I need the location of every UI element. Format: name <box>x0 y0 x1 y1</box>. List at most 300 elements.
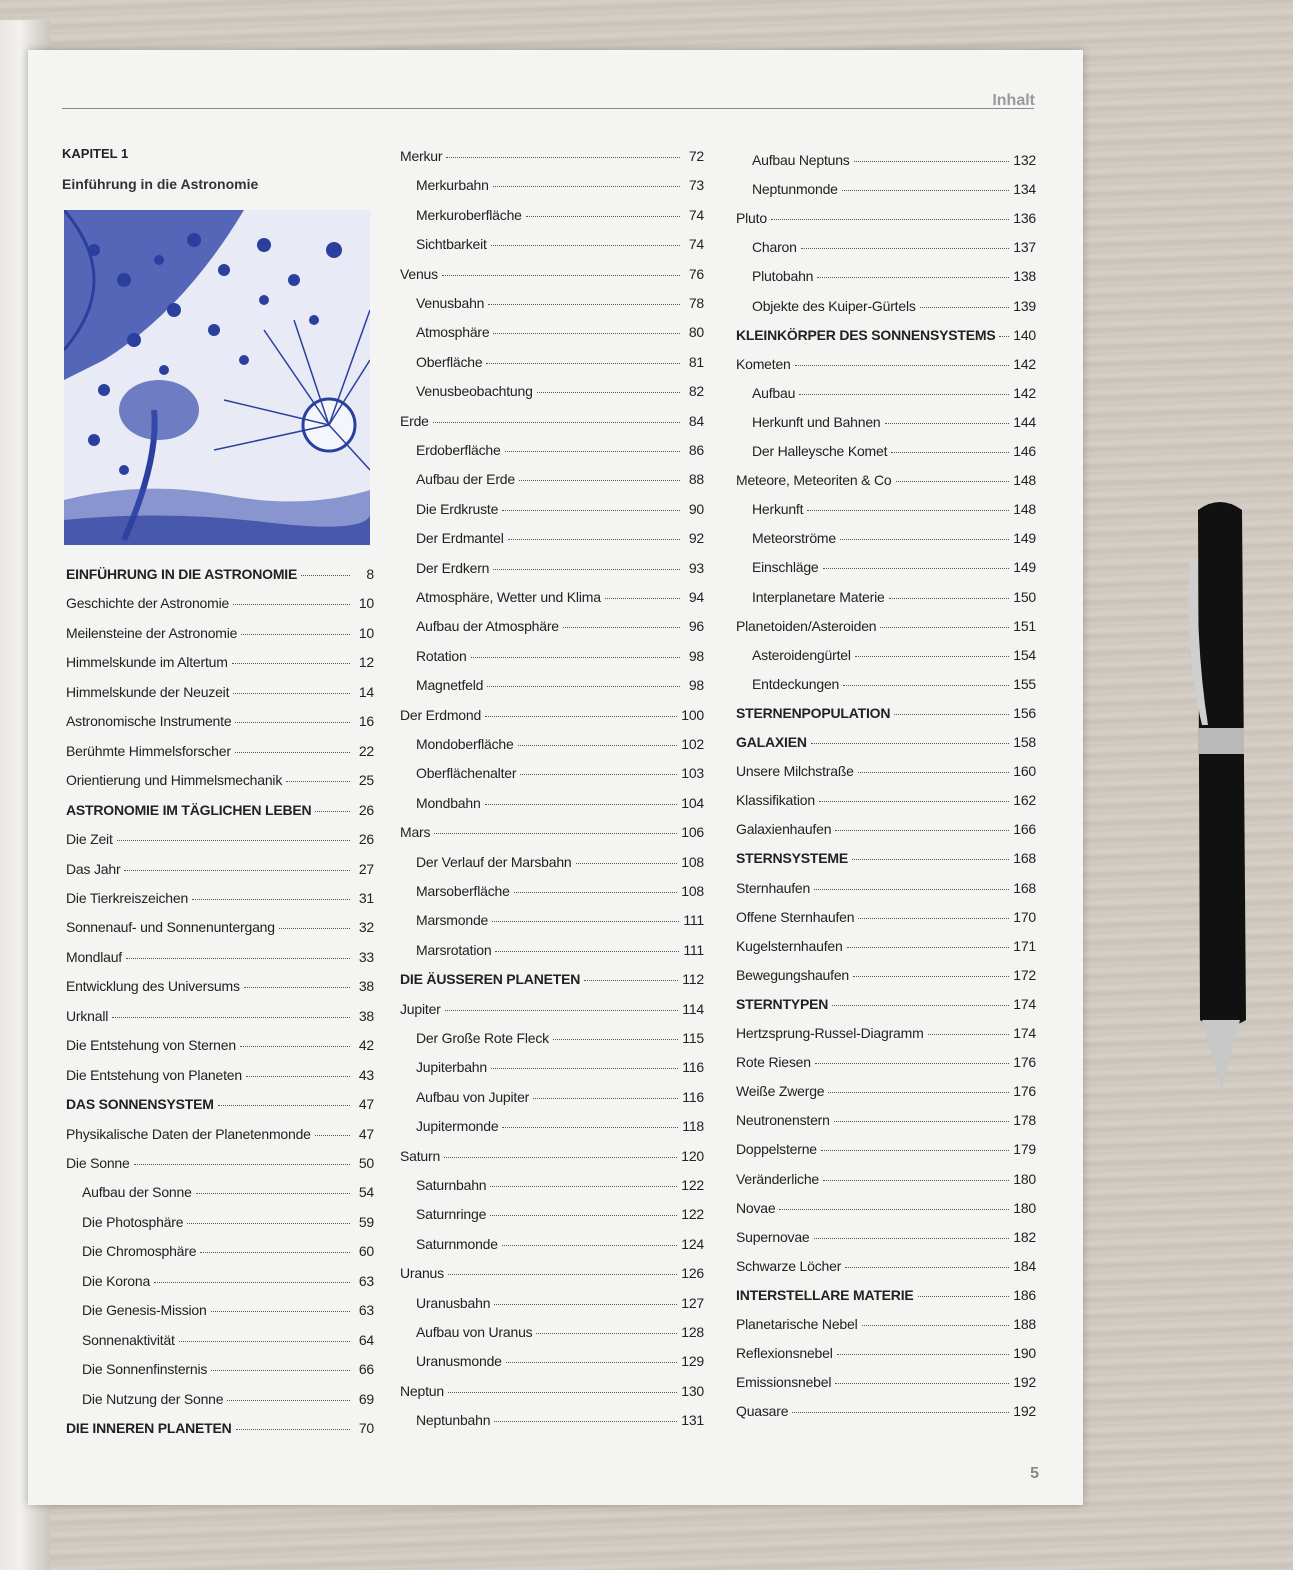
toc-dot-leader <box>493 333 680 334</box>
toc-entry-label: KLEINKÖRPER DES SONNENSYSTEMS <box>736 326 996 343</box>
toc-entry-label: Mondoberfläche <box>416 736 514 752</box>
toc-entry-page: 102 <box>681 736 704 752</box>
toc-dot-leader <box>885 423 1010 424</box>
toc-dot-leader <box>490 1215 677 1216</box>
toc-entry-page: 172 <box>1013 966 1036 983</box>
toc-entry-page: 104 <box>681 794 704 811</box>
toc-entry-label: Plutobahn <box>752 268 814 285</box>
toc-entry-label: Quasare <box>736 1403 789 1420</box>
toc-entry-page: 96 <box>688 618 704 635</box>
toc-entry-page: 31 <box>358 889 374 906</box>
toc-dot-leader <box>117 840 350 841</box>
toc-entry-label: Himmelskunde im Altertum <box>66 654 228 671</box>
toc-entry <box>66 625 374 641</box>
toc-entry-page: 66 <box>358 1361 374 1378</box>
toc-entry-label: Galaxienhaufen <box>736 821 832 838</box>
toc-dot-leader <box>845 1267 1009 1268</box>
toc-entry-page: 156 <box>1013 704 1036 721</box>
toc-entry <box>736 1403 1036 1419</box>
toc-entry <box>66 566 374 582</box>
toc-entry-label: Erdoberfläche <box>416 442 501 458</box>
toc-dot-leader <box>835 1383 1009 1384</box>
toc-dot-leader <box>801 248 1010 249</box>
toc-entry <box>736 705 1036 721</box>
header-title: Inhalt <box>992 92 1035 109</box>
toc-entry-label: Klassifikation <box>736 792 815 809</box>
toc-entry-label: Aufbau von Uranus <box>416 1324 533 1340</box>
toc-entry-label: Marsmonde <box>416 912 489 929</box>
toc-dot-leader <box>241 634 350 635</box>
toc-dot-leader <box>537 392 680 393</box>
toc-entry <box>416 1236 704 1252</box>
toc-entry-page: 148 <box>1013 472 1036 489</box>
toc-entry <box>66 1096 374 1112</box>
toc-dot-leader <box>843 685 1009 686</box>
toc-dot-leader <box>488 304 680 305</box>
toc-entry-page: 168 <box>1013 850 1036 867</box>
toc-entry-label: Venusbeobachtung <box>416 383 533 400</box>
toc-dot-leader <box>928 1034 1010 1035</box>
toc-entry <box>82 1302 374 1318</box>
toc-entry-page: 116 <box>682 1059 704 1076</box>
toc-dot-leader <box>835 830 1009 831</box>
toc-entry <box>736 938 1036 954</box>
toc-entry-label: Offene Sternhaufen <box>736 908 855 925</box>
toc-entry-page: 180 <box>1013 1199 1036 1216</box>
toc-entry <box>752 647 1036 663</box>
toc-entry-label: Merkuroberfläche <box>416 206 522 223</box>
toc-entry-page: 111 <box>683 941 704 958</box>
toc-entry <box>416 618 704 634</box>
toc-dot-leader <box>526 216 680 217</box>
toc-entry <box>736 1258 1036 1274</box>
toc-entry-page: 122 <box>681 1177 704 1193</box>
toc-entry-page: 149 <box>1013 559 1036 576</box>
toc-dot-leader <box>918 1296 1010 1297</box>
toc-dot-leader <box>124 870 350 871</box>
toc-entry-label: Oberfläche <box>416 353 483 370</box>
toc-entry <box>416 912 704 928</box>
toc-entry-page: 130 <box>681 1382 704 1399</box>
toc-entry-page: 27 <box>358 860 374 877</box>
toc-dot-leader <box>493 569 680 570</box>
toc-entry-page: 47 <box>358 1125 374 1142</box>
toc-entry <box>736 763 1036 779</box>
toc-entry-page: 100 <box>681 706 704 723</box>
toc-entry-page: 166 <box>1013 821 1036 838</box>
toc-entry-label: Jupiter <box>400 1000 441 1017</box>
toc-entry-page: 188 <box>1013 1316 1036 1332</box>
toc-dot-leader <box>192 899 350 900</box>
toc-entry-page: 73 <box>688 177 704 194</box>
toc-entry-label: Jupiterbahn <box>416 1059 487 1076</box>
toc-dot-leader <box>799 394 1009 395</box>
toc-dot-leader <box>889 598 1010 599</box>
toc-entry-label: Die Tierkreiszeichen <box>66 889 189 906</box>
toc-entry-label: Marsoberfläche <box>416 883 510 899</box>
chapter-title: Einführung in die Astronomie <box>62 176 259 192</box>
toc-dot-leader <box>502 510 680 511</box>
toc-entry <box>736 356 1036 372</box>
toc-entry-label: Uranusmonde <box>416 1353 502 1370</box>
toc-entry-label: Planetarische Nebel <box>736 1316 858 1332</box>
toc-entry-page: 154 <box>1013 646 1036 663</box>
toc-entry <box>66 713 374 729</box>
toc-entry-label: ASTRONOMIE IM TÄGLICHEN LEBEN <box>66 801 312 818</box>
toc-entry-page: 127 <box>681 1294 704 1311</box>
toc-entry-page: 111 <box>683 912 704 929</box>
toc-entry <box>66 743 374 759</box>
toc-entry-page: 63 <box>358 1272 374 1289</box>
toc-entry-label: GALAXIEN <box>736 734 807 750</box>
toc-entry-page: 16 <box>358 713 374 730</box>
toc-dot-leader <box>315 811 350 812</box>
toc-entry <box>736 210 1036 226</box>
toc-entry-label: Doppelsterne <box>736 1141 817 1158</box>
toc-dot-leader <box>236 1429 350 1430</box>
toc-entry-label: Merkurbahn <box>416 177 489 194</box>
toc-dot-leader <box>502 1127 678 1128</box>
toc-entry-label: Pluto <box>736 210 767 227</box>
toc-dot-leader <box>828 1092 1009 1093</box>
toc-entry-label: Sonnenauf- und Sonnenuntergang <box>66 919 275 936</box>
toc-entry-page: 93 <box>688 559 704 576</box>
toc-entry <box>66 802 374 818</box>
toc-entry-label: Reflexionsnebel <box>736 1345 833 1362</box>
toc-dot-leader <box>837 1354 1010 1355</box>
toc-entry <box>736 618 1036 634</box>
toc-entry-label: Der Verlauf der Marsbahn <box>416 853 572 870</box>
toc-entry-page: 174 <box>1013 1025 1036 1041</box>
toc-entry <box>736 1374 1036 1390</box>
toc-entry-page: 168 <box>1013 879 1036 896</box>
toc-dot-leader <box>847 947 1010 948</box>
toc-entry <box>752 589 1036 605</box>
toc-entry-label: Mars <box>400 824 431 841</box>
toc-entry-label: Sonnenaktivität <box>82 1331 175 1348</box>
toc-entry-page: 144 <box>1013 413 1036 430</box>
toc-entry-page: 126 <box>681 1265 704 1282</box>
toc-entry <box>736 880 1036 896</box>
toc-entry <box>400 1148 704 1164</box>
toc-entry-page: 59 <box>358 1213 374 1230</box>
toc-entry-label: Herkunft <box>752 501 804 518</box>
toc-entry-label: Neptunmonde <box>752 181 838 198</box>
toc-dot-leader <box>894 714 1009 715</box>
toc-entry-page: 50 <box>358 1155 374 1171</box>
toc-entry <box>736 850 1036 866</box>
toc-entry-label: Neptun <box>400 1382 444 1399</box>
toc-entry <box>416 942 704 958</box>
toc-dot-leader <box>502 1245 677 1246</box>
toc-entry <box>82 1361 374 1377</box>
toc-entry-label: Die Sonnenfinsternis <box>82 1361 208 1378</box>
toc-entry-label: Novae <box>736 1199 776 1216</box>
toc-dot-leader <box>880 627 1009 628</box>
toc-entry <box>400 1001 704 1017</box>
toc-entry-label: Himmelskunde der Neuzeit <box>66 683 230 700</box>
toc-entry <box>416 236 704 252</box>
toc-entry <box>416 765 704 781</box>
toc-entry-page: 139 <box>1013 297 1036 314</box>
toc-entry <box>752 152 1036 168</box>
toc-dot-leader <box>855 656 1009 657</box>
toc-entry-page: 176 <box>1013 1054 1036 1071</box>
toc-dot-leader <box>823 1180 1009 1181</box>
toc-entry-page: 60 <box>358 1243 374 1260</box>
toc-entry-page: 162 <box>1013 792 1036 809</box>
toc-dot-leader <box>491 245 680 246</box>
toc-entry <box>416 501 704 517</box>
toc-entry <box>416 383 704 399</box>
toc-dot-leader <box>852 859 1009 860</box>
toc-dot-leader <box>811 743 1009 744</box>
toc-dot-leader <box>862 1325 1010 1326</box>
toc-entry-page: 150 <box>1013 588 1036 605</box>
toc-entry-label: Unsere Milchstraße <box>736 763 854 780</box>
toc-entry-page: 90 <box>688 500 704 517</box>
toc-entry <box>736 1229 1036 1245</box>
toc-entry <box>736 472 1036 488</box>
toc-entry-label: Schwarze Löcher <box>736 1257 842 1274</box>
toc-entry-label: Meteorströme <box>752 530 836 547</box>
toc-entry-page: 54 <box>358 1184 374 1201</box>
toc-entry-label: Der Große Rote Fleck <box>416 1030 549 1046</box>
toc-dot-leader <box>840 539 1009 540</box>
toc-entry <box>752 443 1036 459</box>
toc-entry-label: Veränderliche <box>736 1170 820 1187</box>
toc-entry <box>416 1206 704 1222</box>
toc-entry-label: Weiße Zwerge <box>736 1083 825 1100</box>
toc-dot-leader <box>126 958 350 959</box>
toc-dot-leader <box>495 951 679 952</box>
toc-dot-leader <box>233 604 350 605</box>
toc-entry <box>416 648 704 664</box>
toc-entry-page: 14 <box>358 683 374 700</box>
toc-dot-leader <box>920 307 1010 308</box>
toc-entry-label: Die Erdkruste <box>416 500 499 517</box>
toc-entry-label: Saturnringe <box>416 1206 487 1223</box>
toc-entry <box>736 1083 1036 1099</box>
toc-entry <box>66 861 374 877</box>
toc-entry-page: 137 <box>1013 239 1036 256</box>
toc-entry-label: EINFÜHRUNG IN DIE ASTRONOMIE <box>66 566 298 582</box>
toc-entry-page: 116 <box>682 1088 704 1105</box>
toc-entry-label: Die Entstehung von Sternen <box>66 1037 236 1054</box>
toc-dot-leader <box>533 1098 678 1099</box>
toc-dot-leader <box>485 716 677 717</box>
toc-entry-label: Mondlauf <box>66 948 122 965</box>
toc-entry-page: 80 <box>688 324 704 341</box>
toc-dot-leader <box>244 987 350 988</box>
toc-entry <box>400 413 704 429</box>
toc-entry-label: DAS SONNENSYSTEM <box>66 1096 214 1113</box>
toc-entry-page: 98 <box>688 677 704 694</box>
toc-dot-leader <box>519 480 680 481</box>
toc-entry <box>416 1177 704 1193</box>
toc-entry <box>752 181 1036 197</box>
toc-entry <box>416 560 704 576</box>
toc-entry-page: 43 <box>358 1066 374 1083</box>
toc-entry-label: Aufbau der Sonne <box>82 1184 192 1201</box>
toc-entry-label: Urknall <box>66 1007 109 1024</box>
toc-dot-leader <box>491 1068 678 1069</box>
toc-dot-leader <box>444 1157 677 1158</box>
toc-entry-label: Geschichte der Astronomie <box>66 595 230 612</box>
toc-entry-label: Objekte des Kuiper-Gürtels <box>752 297 916 314</box>
toc-entry-page: 120 <box>681 1147 704 1164</box>
toc-entry-label: Meilensteine der Astronomie <box>66 624 238 641</box>
toc-entry-label: Saturn <box>400 1147 441 1164</box>
toc-entry-label: Charon <box>752 239 797 256</box>
toc-entry <box>736 1112 1036 1128</box>
toc-entry-label: Venus <box>400 265 438 282</box>
pen-image <box>1180 500 1260 1100</box>
toc-entry-page: 192 <box>1013 1374 1036 1391</box>
toc-entry-label: Erde <box>400 412 429 429</box>
toc-entry-page: 84 <box>688 412 704 429</box>
toc-entry-page: 32 <box>358 919 374 936</box>
toc-entry-page: 112 <box>682 971 704 988</box>
toc-entry <box>416 677 704 693</box>
page-number: 5 <box>1030 1465 1039 1482</box>
toc-entry-page: 63 <box>358 1302 374 1319</box>
toc-entry-page: 192 <box>1013 1403 1036 1420</box>
toc-entry-label: STERNENPOPULATION <box>736 704 891 721</box>
toc-entry <box>416 295 704 311</box>
toc-dot-leader <box>235 752 350 753</box>
toc-dot-leader <box>233 693 350 694</box>
toc-entry-label: Bewegungshaufen <box>736 966 849 983</box>
toc-entry-label: Emissionsnebel <box>736 1374 832 1391</box>
toc-entry-page: 132 <box>1013 152 1036 168</box>
toc-dot-leader <box>232 663 350 664</box>
toc-dot-leader <box>563 627 680 628</box>
toc-dot-leader <box>434 833 677 834</box>
toc-dot-leader <box>179 1341 350 1342</box>
toc-entry-label: Astronomische Instrumente <box>66 713 232 730</box>
toc-entry-label: Saturnmonde <box>416 1235 498 1252</box>
toc-dot-leader <box>792 1412 1009 1413</box>
toc-dot-leader <box>807 510 1009 511</box>
toc-entry-page: 148 <box>1013 501 1036 518</box>
toc-entry-label: Sichtbarkeit <box>416 236 487 253</box>
toc-entry-label: Die Korona <box>82 1272 151 1289</box>
toc-entry-label: Neptunbahn <box>416 1412 491 1429</box>
toc-dot-leader <box>834 1121 1010 1122</box>
toc-dot-leader <box>187 1223 350 1224</box>
toc-entry <box>416 1324 704 1340</box>
toc-entry-label: Mondbahn <box>416 794 481 811</box>
toc-entry-label: Merkur <box>400 148 443 164</box>
toc-entry-page: 180 <box>1013 1170 1036 1187</box>
toc-entry <box>416 1295 704 1311</box>
toc-entry-page: 22 <box>358 742 374 759</box>
toc-entry <box>752 414 1036 430</box>
toc-entry <box>66 919 374 935</box>
toc-dot-leader <box>853 976 1009 977</box>
header-rule <box>62 108 1034 109</box>
toc-dot-leader <box>218 1105 350 1106</box>
toc-entry-page: 155 <box>1013 675 1036 692</box>
toc-entry <box>66 978 374 994</box>
toc-entry <box>736 734 1036 750</box>
toc-dot-leader <box>584 980 678 981</box>
toc-entry-label: STERNTYPEN <box>736 995 829 1012</box>
toc-dot-leader <box>821 1150 1009 1151</box>
toc-entry <box>416 1118 704 1134</box>
toc-entry-page: 108 <box>681 883 704 899</box>
toc-entry <box>736 1316 1036 1332</box>
toc-entry-label: Aufbau von Jupiter <box>416 1088 530 1105</box>
toc-dot-leader <box>154 1282 350 1283</box>
toc-entry-label: Aufbau <box>752 384 796 401</box>
toc-dot-leader <box>492 921 679 922</box>
toc-entry <box>66 684 374 700</box>
toc-dot-leader <box>771 219 1009 220</box>
toc-entry <box>416 1089 704 1105</box>
toc-entry <box>400 1383 704 1399</box>
toc-entry <box>736 1345 1036 1361</box>
toc-entry-label: Die Genesis-Mission <box>82 1302 207 1319</box>
toc-entry-label: Interplanetare Materie <box>752 588 885 605</box>
toc-dot-leader <box>433 422 680 423</box>
toc-entry <box>416 1059 704 1075</box>
toc-entry-page: 8 <box>366 566 374 582</box>
toc-entry-page: 33 <box>358 948 374 965</box>
toc-entry-label: Jupitermonde <box>416 1118 499 1135</box>
toc-entry-page: 136 <box>1013 210 1036 227</box>
toc-dot-leader <box>506 1362 677 1363</box>
toc-dot-leader <box>279 928 350 929</box>
toc-dot-leader <box>485 804 678 805</box>
book-page <box>28 50 1083 1505</box>
toc-entry <box>66 1155 374 1171</box>
toc-entry <box>82 1332 374 1348</box>
toc-dot-leader <box>471 657 680 658</box>
toc-dot-leader <box>505 451 680 452</box>
toc-entry <box>66 890 374 906</box>
toc-entry-page: 38 <box>358 1007 374 1024</box>
toc-entry <box>400 707 704 723</box>
toc-entry-page: 190 <box>1013 1345 1036 1362</box>
toc-entry <box>416 354 704 370</box>
toc-entry-label: Aufbau der Erde <box>416 471 515 488</box>
toc-entry-page: 124 <box>681 1235 704 1252</box>
toc-entry <box>66 1037 374 1053</box>
toc-entry-page: 38 <box>358 978 374 995</box>
toc-dot-leader <box>227 1400 350 1401</box>
toc-dot-leader <box>211 1370 350 1371</box>
toc-entry <box>400 148 704 164</box>
toc-entry-page: 114 <box>682 1000 704 1017</box>
toc-entry <box>736 909 1036 925</box>
toc-entry-page: 140 <box>1013 326 1036 343</box>
toc-entry-page: 47 <box>358 1096 374 1113</box>
toc-dot-leader <box>448 1274 677 1275</box>
toc-entry <box>400 266 704 282</box>
toc-entry-label: Oberflächenalter <box>416 765 517 782</box>
toc-entry-label: Die Sonne <box>66 1155 130 1171</box>
toc-entry-label: Entwicklung des Universums <box>66 978 240 995</box>
toc-entry-label: Atmosphäre, Wetter und Klima <box>416 589 601 605</box>
toc-dot-leader <box>814 1238 1010 1239</box>
toc-entry-page: 42 <box>358 1037 374 1054</box>
toc-entry-label: Uranusbahn <box>416 1294 491 1311</box>
toc-dot-leader <box>896 481 1010 482</box>
toc-dot-leader <box>891 452 1009 453</box>
toc-entry-page: 138 <box>1013 268 1036 285</box>
